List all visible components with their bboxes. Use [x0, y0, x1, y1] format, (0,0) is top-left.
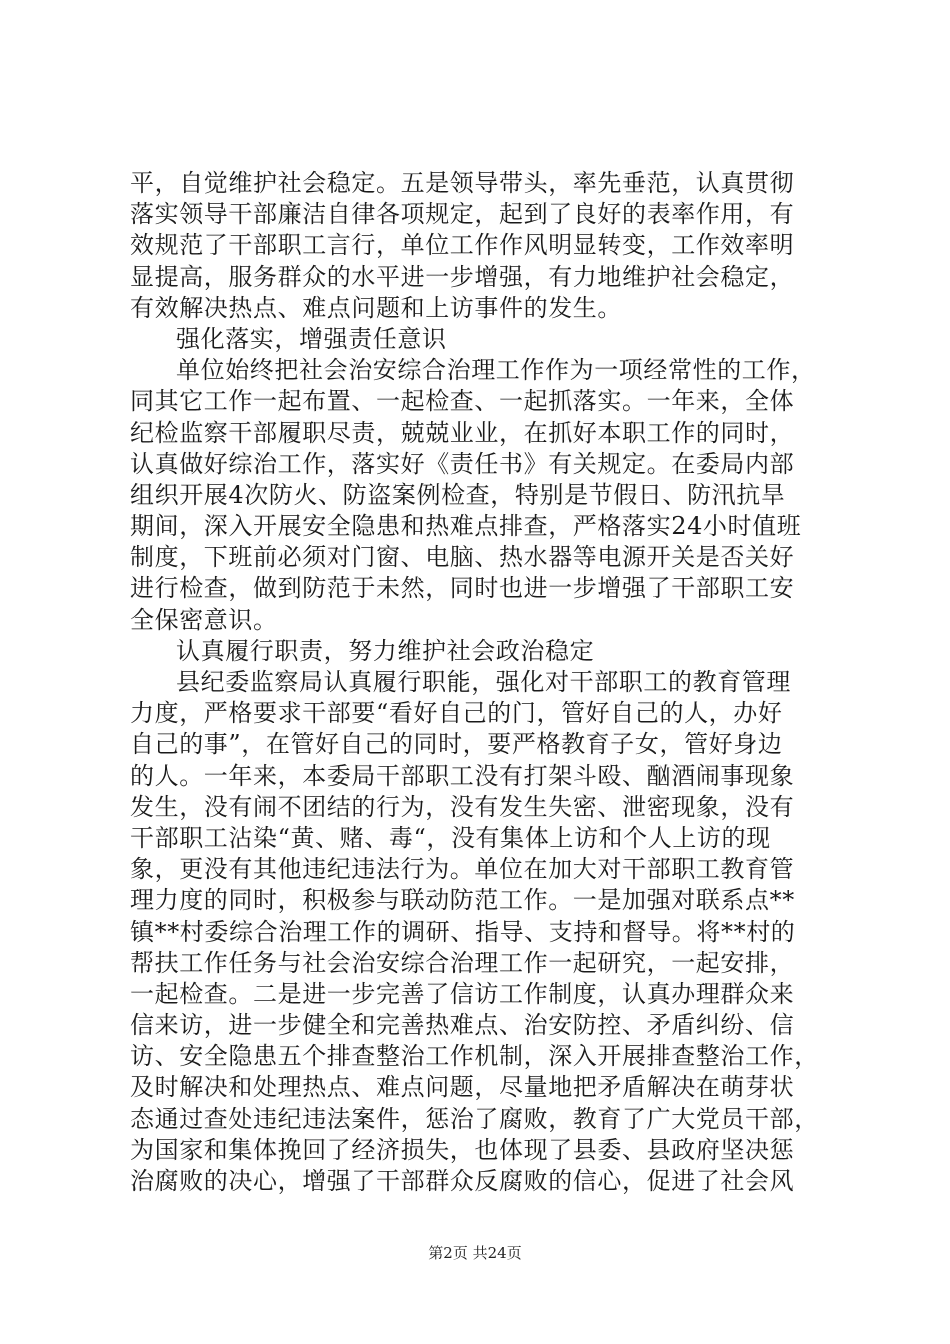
text-line: 及时解决和处理热点、难点问题，尽量地把矛盾解决在萌芽状 — [130, 1073, 795, 1102]
text-line: 治腐败的决心，增强了干部群众反腐败的信心，促进了社会风 — [130, 1167, 795, 1195]
text-line: 理力度的同时，积极参与联动防范工作。一是加强对联系点** — [130, 886, 795, 915]
text-line: 一起检查。二是进一步完善了信访工作制度，认真办理群众来 — [130, 979, 795, 1008]
text-line: 进行检查，做到防范于未然，同时也进一步增强了干部职工安 — [130, 574, 795, 603]
text-line: 干部职工沾染“黄、赌、毒“，没有集体上访和个人上访的现 — [130, 823, 771, 852]
text-line: 效规范了干部职工言行，单位工作作风明显转变，工作效率明 — [130, 231, 795, 260]
document-body — [130, 168, 834, 1197]
text-line: 显提高，服务群众的水平进一步增强，有力地维护社会稳定， — [130, 262, 795, 291]
text-line: 全保密意识。 — [130, 605, 278, 634]
text-line: 期间，深入开展安全隐患和热难点排查，严格落实24小时值班 — [130, 512, 802, 541]
text-line: 组织开展4次防火、防盗案例检查，特别是节假日、防汛抗旱 — [130, 480, 786, 509]
text-line: 发生，没有闹不团结的行为，没有发生失密、泄密现象，没有 — [130, 792, 795, 821]
text-line: 态通过查处违纪违法案件，惩治了腐败，教育了广大党员干部， — [130, 1104, 819, 1133]
text-line: 力度，严格要求干部要“看好自己的门，管好自己的人，办好 — [130, 699, 783, 728]
section-heading: 认真履行职责，努力维护社会政治稳定 — [176, 636, 595, 665]
text-line: 认真做好综治工作，落实好《责任书》有关规定。在委局内部 — [130, 449, 795, 478]
text-line: 象，更没有其他违纪违法行为。单位在加大对干部职工教育管 — [130, 855, 795, 884]
text-line: 自己的事”，在管好自己的同时，要严格教育子女，管好身边 — [130, 730, 783, 759]
section-heading: 强化落实，增强责任意识 — [176, 324, 447, 353]
page-number-footer: 第2页 共24页 — [428, 1244, 522, 1262]
text-line: 信来访，进一步健全和完善热难点、治安防控、矛盾纠纷、信 — [130, 1011, 795, 1040]
text-line: 镇**村委综合治理工作的调研、指导、支持和督导。将**村的 — [130, 917, 796, 946]
paragraph-first-line: 县纪委监察局认真履行职能，强化对干部职工的教育管理 — [176, 668, 791, 696]
text-line: 为国家和集体挽回了经济损失，也体现了县委、县政府坚决惩 — [130, 1135, 795, 1164]
text-line: 帮扶工作任务与社会治安综合治理工作一起研究，一起安排， — [130, 948, 795, 977]
text-line: 同其它工作一起布置、一起检查、一起抓落实。一年来，全体 — [130, 387, 795, 416]
text-line: 制度，下班前必须对门窗、电脑、热水器等电源开关是否关好 — [130, 543, 795, 572]
text-line: 的人。一年来，本委局干部职工没有打架斗殴、酗酒闹事现象 — [130, 761, 795, 790]
text-line: 纪检监察干部履职尽责，兢兢业业，在抓好本职工作的同时， — [130, 418, 795, 447]
paragraph-first-line: 单位始终把社会治安综合治理工作作为一项经常性的工作， — [176, 356, 816, 385]
text-line: 平，自觉维护社会稳定。五是领导带头，率先垂范，认真贯彻 — [130, 169, 795, 197]
text-line: 有效解决热点、难点问题和上访事件的发生。 — [130, 293, 622, 322]
text-line: 访、安全隐患五个排查整治工作机制，深入开展排查整治工作， — [130, 1042, 819, 1071]
text-line: 落实领导干部廉洁自律各项规定，起到了良好的表率作用，有 — [130, 200, 795, 229]
